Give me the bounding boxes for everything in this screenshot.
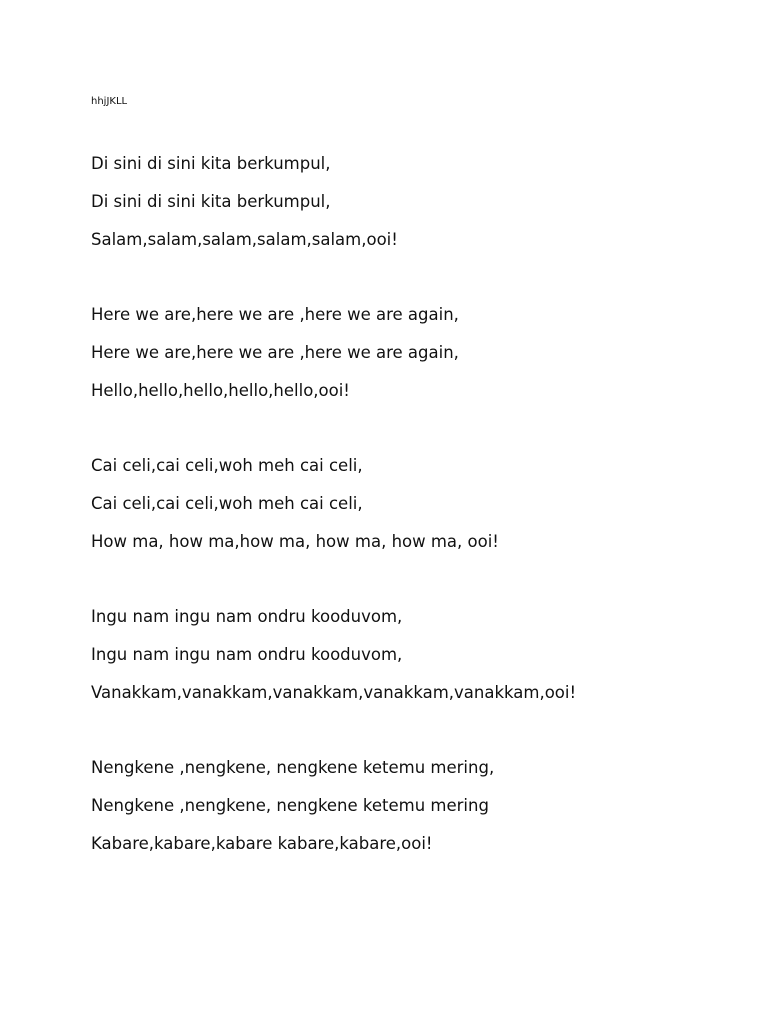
stanza-5 [91,749,741,862]
stanza-line: Here we are,here we are ,here we are again, [91,305,459,324]
stanza-line: How ma, how ma,how ma, how ma, how ma, ooi! [91,531,499,551]
stanza-line: Salam,salam,salam,salam,salam,ooi! [91,229,398,249]
stanza-3 [91,447,741,560]
stanza-4 [91,598,741,711]
stanza-1 [91,145,741,258]
stanza-line: Cai celi,cai celi,woh meh cai celi, [91,456,363,475]
stanza-line: Ingu nam ingu nam ondru kooduvom, [91,607,403,626]
stanza-line: Here we are,here we are ,here we are again, [91,342,459,362]
stanza-line: Nengkene ,nengkene, nengkene ketemu mering, [91,758,495,777]
stanza-2 [91,296,741,409]
stanza-line: Vanakkam,vanakkam,vanakkam,vanakkam,vanakkam,ooi! [91,682,577,702]
stanza-line: Di sini di sini kita berkumpul, [91,154,331,173]
stanza-line: Nengkene ,nengkene, nengkene ketemu mering [91,795,489,815]
stanza-line: Kabare,kabare,kabare kabare,kabare,ooi! [91,833,433,853]
stanza-line: Hello,hello,hello,hello,hello,ooi! [91,380,350,400]
header-note: hhjJKLL [91,96,128,107]
stanza-line: Di sini di sini kita berkumpul, [91,191,331,211]
stanza-line: Cai celi,cai celi,woh meh cai celi, [91,493,363,513]
stanza-line: Ingu nam ingu nam ondru kooduvom, [91,644,403,664]
